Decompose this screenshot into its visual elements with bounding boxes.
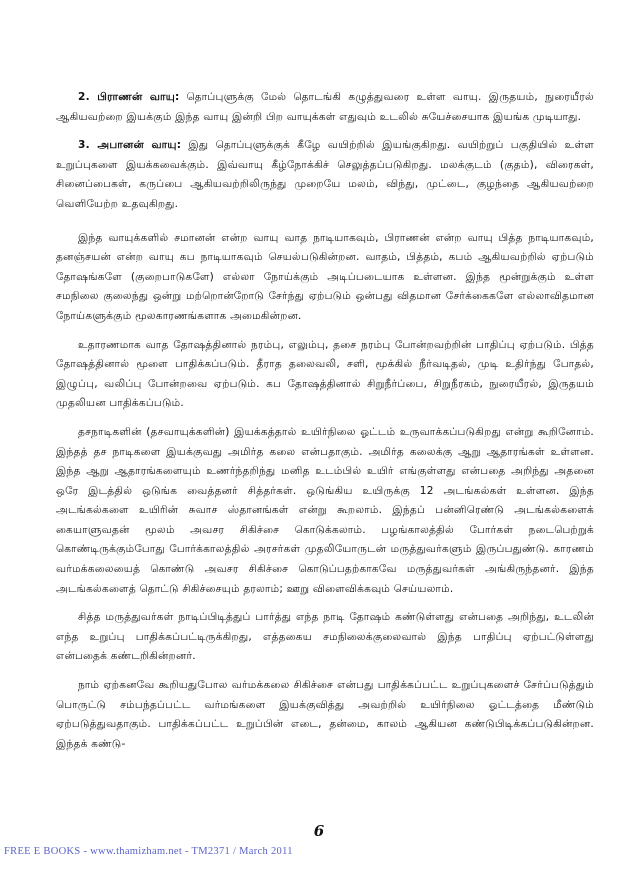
paragraph-text: சித்த மருத்துவர்கள் நாடிப்பிடித்துப் பார்த்து எந்த நாடி தோஷம் கண்டுள்ளது என்பதை அறிந்து, உடலின் எந்த உறுப்பு பாதிக்கப்பட்டிருக்கிறது, எத்தகைய சமநிலைக்குலைவால் இந்த பாதிப்பு ஏற்பட்டுள்ளது என்பதைக் கண்டறிகின்றனர். — [56, 611, 594, 663]
section-heading: 2. பிராணன் வாயு: — [78, 91, 180, 103]
paragraph-apana — [56, 136, 594, 214]
paragraph-dosha-examples — [56, 336, 594, 414]
page-body — [56, 88, 594, 763]
paragraph-text: தொப்புளுக்கு மேல் தொடங்கி கழுத்துவரை உள்ள வாயு. இருதயம், நுரையீரல் ஆகியவற்றை இயக்கும் இந்த வாயு இன்றி பிற வாயுக்கள் எதுவும் உடலில் சுயேச்சையாக இயங்க முடியாது. — [56, 91, 594, 123]
paragraph-siddha-diagnosis — [56, 608, 594, 667]
paragraph-prana — [56, 88, 594, 127]
paragraph-text: தசநாடிகளின் (தசவாயுக்களின்) இயக்கத்தால் உயிர்நிலை ஓட்டம் உருவாக்கப்படுகிறது என்று கூறினோம். இந்தத் தச நாடிகளை இயக்குவது அமிர்த கலை என்பதாகும். அமிர்த கலைக்கு ஆறு ஆதாரங்கள் உள்ளன. இந்த ஆறு ஆதாரங்களையும் உணர்ந்தறிந்து மனித உடம்பில் உயிர் எங்குள்ளது என்பதை அறிந்து அதனை ஒரே இடத்தில் ஒடுங்க வைத்தனர் சித்தர்கள். ஒடுங்கிய உயிருக்கு 12 அடங்கல்கள் உள்ளன. இந்த அடங்கல்களை உயிரின் சுவாச ஸ்தானங்கள் என்று கூறலாம். இந்தப் பன்னிரெண்டு அடங்கல்களைக் கையாளுவதன் மூலம் அவசர சிகிச்சை கொடுக்கலாம். பழங்காலத்தில் போர்கள் நடைபெற்றுக் கொண்டிருக்கும்போது போர்க்காலத்தில் அரசர்கள் முதலியோருடன் மருத்துவர்களும் இருப்பதுண்டு. காரணம் வர்மக்கலையைத் கொண்டு அவசர சிகிச்சை கொடுப்பதற்காகவே மருத்துவர்கள் அங்கிருந்தனர். இந்த அடங்கல்களைத் தொட்டு சிகிச்சையும் தரலாம்; ஊறு விளைவிக்கவும் செய்யலாம். — [56, 425, 594, 595]
footer-source: FREE E BOOKS - www.thamizham.net - TM2371 / March 2011 — [4, 846, 293, 857]
paragraph-text: இது தொப்புளுக்குக் கீழே வயிற்றில் இயங்குகிறது. வயிற்றுப் பகுதியில் உள்ள உறுப்புகளை இயக்கவைக்கும். இவ்வாயு கீழ்நோக்கிச் செலுத்தப்படுகிறது. மலக்குடம் (குதம்), விரைகள், சினைப்பைகள், கருப்பை ஆகியவற்றிலிருந்து முறையே மலம், விந்து, முட்டை, குழந்தை ஆகியவற்றை வெளியேற்ற உதவுகிறது. — [56, 139, 595, 210]
paragraph-varma-therapy — [56, 676, 594, 754]
paragraph-vayu-nadi — [56, 229, 594, 327]
page-number: 6 — [313, 822, 325, 840]
paragraph-text: உதாரணமாக வாத தோஷத்தினால் நரம்பு, எலும்பு, தசை நரம்பு போன்றவற்றின் பாதிப்பு ஏற்படும். பித்த தோஷத்தினால் மூளை பாதிக்கப்படும். தீராத தலைவலி, சளி, மூக்கில் நீர்வடிதல், முடி உதிர்ந்து போதல், இழுப்பு, வலிப்பு போன்றவை ஏற்படும். கப தோஷத்தினால் சிறுநீர்ப்பை, சிறுநீரகம், நுரையீரல், இருதயம் முதலியன பாதிக்கப்படும். — [56, 338, 594, 410]
paragraph-text: நாம் ஏற்கனவே கூறியதுபோல வர்மக்கலை சிகிச்சை என்பது பாதிக்கப்பட்ட உறுப்புகளைச் சேர்ப்படுத்தும் பொருட்டு சம்பந்தப்பட்ட வர்மங்களை இயக்குவித்து அவற்றில் உயிர்நிலை ஓட்டத்தை மீண்டும் ஏற்படுத்துவதாகும். பாதிக்கப்பட்ட உறுப்பின் எடை, தன்மை, காலம் ஆகியன கண்டுபிடிக்கப்படுகின்றன. இந்தக் கண்டு- — [56, 679, 594, 750]
section-heading: 3. அபானன் வாயு: — [78, 139, 182, 152]
paragraph-text: இந்த வாயுக்களில் சமானன் என்ற வாயு வாத நாடியாகவும், பிராணன் என்ற வாயு பித்த நாடியாகவும், தனஞ்சயன் என்ற வாயு கப நாடியாகவும் செயல்படுகின்றன. வாதம், பித்தம், கபம் ஆகியவற்றில் ஏற்படும் தோஷங்களே (குறைபாடுகளே) எல்லா நோய்க்கும் அடிப்படையாக உள்ளன. இந்த மூன்றுக்கும் உள்ள சமநிலை குலைந்து ஒன்று மற்றொன்றோடு சேர்ந்து ஏற்படும் ஒன்பது விதமான சேர்க்கைகளே எல்லாவிதமான நோய்களுக்கும் மூலகாரணங்களாக அமைகின்றன. — [56, 231, 594, 322]
paragraph-dasa-nadi — [56, 423, 594, 599]
